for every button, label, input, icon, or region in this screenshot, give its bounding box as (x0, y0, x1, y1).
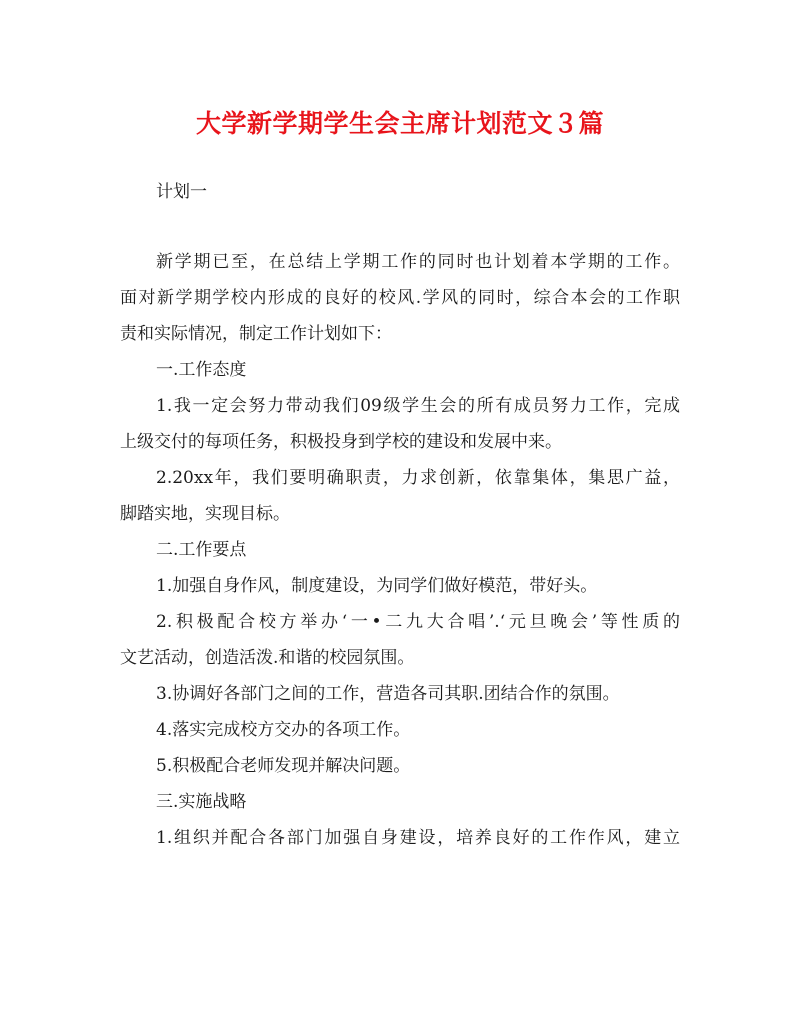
intro-line-3: 责和实际情况，制定工作计划如下： (120, 324, 392, 344)
blank-line (120, 210, 680, 244)
part2-item2-line-2: 文艺活动，创造活泼.和谐的校园氛围。 (120, 648, 415, 668)
part1-item1-line-2: 上级交付的每项任务，积极投身到学校的建设和发展中来。 (120, 432, 562, 452)
part2-item4: 4.落实完成校方交办的各项工作。 (156, 720, 411, 740)
part3-heading: 三.实施战略 (156, 792, 247, 812)
part1-item2-line-2: 脚踏实地，实现目标。 (120, 504, 290, 524)
document-body (120, 174, 680, 856)
intro-line-1: 新学期已至，在总结上学期工作的同时也计划着本学期的工作。 (156, 252, 680, 272)
part2-item3: 3.协调好各部门之间的工作，营造各司其职.团结合作的氛围。 (156, 684, 620, 704)
part2-item1: 1.加强自身作风，制度建设，为同学们做好模范，带好头。 (156, 576, 598, 596)
part2-heading: 二.工作要点 (156, 540, 247, 560)
part1-item1-line-1: 1.我一定会努力带动我们09级学生会的所有成员努力工作，完成 (156, 396, 680, 416)
part1-item2-line-1: 2.20xx年，我们要明确职责，力求创新，依靠集体，集思广益， (156, 468, 680, 488)
document-title: 大学新学期学生会主席计划范文３篇 (195, 109, 604, 138)
section-label: 计划一 (156, 182, 207, 202)
part2-item2-line-1: 2.积极配合校方举办‘一•二九大合唱’.‘元旦晚会’等性质的 (156, 612, 680, 632)
intro-line-2: 面对新学期学校内形成的良好的校风.学风的同时，综合本会的工作职 (120, 288, 680, 308)
part3-item1-line-1: 1.组织并配合各部门加强自身建设，培养良好的工作作风，建立 (156, 828, 680, 848)
part2-item5: 5.积极配合老师发现并解决问题。 (156, 756, 411, 776)
part1-heading: 一.工作态度 (156, 360, 247, 380)
